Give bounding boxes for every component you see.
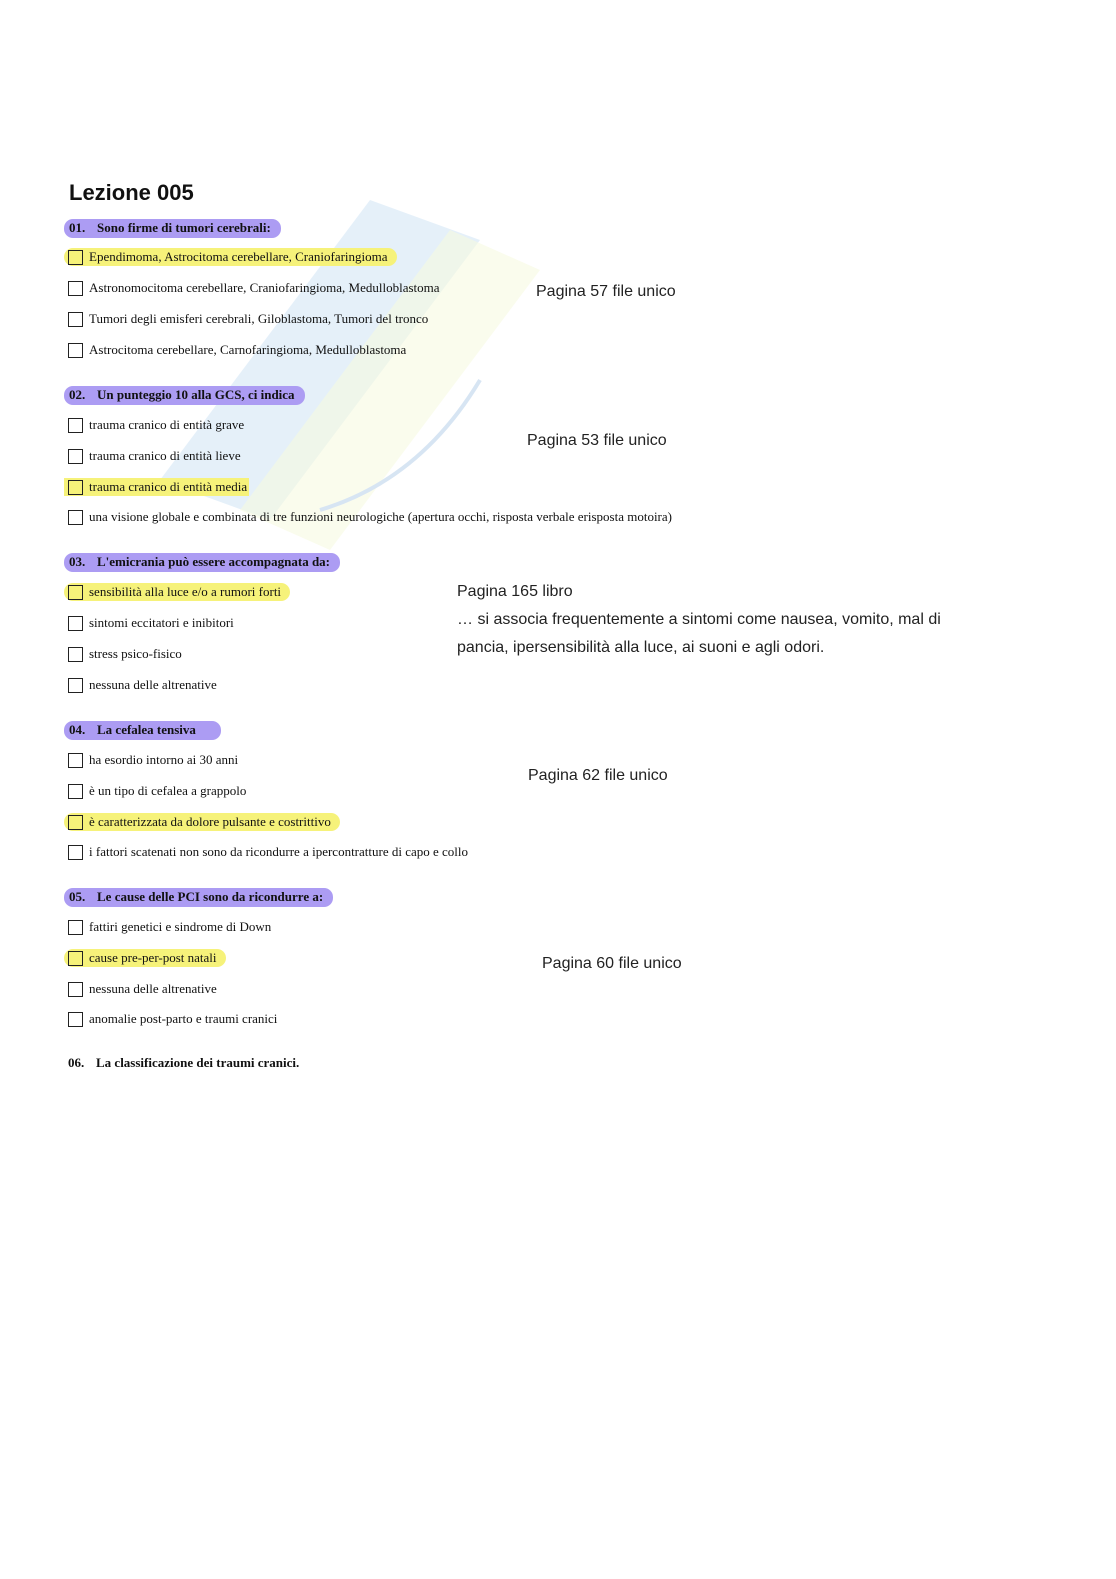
- question-number: 06.: [68, 1055, 85, 1070]
- checkbox[interactable]: [68, 951, 83, 966]
- lesson-title: Lezione 005: [69, 180, 194, 205]
- question-05-header: [64, 888, 333, 907]
- answer-option[interactable]: fattiri genetici e sindrome di Down: [68, 918, 271, 936]
- answer-option[interactable]: Ependimoma, Astrocitoma cerebellare, Craniofaringioma: [64, 248, 397, 266]
- checkbox[interactable]: [68, 678, 83, 693]
- answer-option[interactable]: ha esordio intorno ai 30 anni: [68, 751, 238, 769]
- answer-option[interactable]: nessuna delle altrenative: [68, 980, 217, 998]
- checkbox[interactable]: [68, 920, 83, 935]
- checkbox[interactable]: [68, 616, 83, 631]
- checkbox[interactable]: [68, 480, 83, 495]
- checkbox[interactable]: [68, 585, 83, 600]
- answer-option[interactable]: una visione globale e combinata di tre funzioni neurologiche (apertura occhi, risposta verbale erisposta motoira): [68, 508, 672, 526]
- page-reference: Pagina 57 file unico: [536, 283, 676, 300]
- question-number: 01.: [69, 220, 86, 235]
- question-text: Le cause delle PCI sono da ricondurre a:: [97, 889, 324, 904]
- answer-option[interactable]: trauma cranico di entità grave: [68, 416, 244, 434]
- question-04-header: [64, 721, 221, 740]
- checkbox[interactable]: [68, 250, 83, 265]
- question-text: Sono firme di tumori cerebrali:: [97, 220, 271, 235]
- checkbox[interactable]: [68, 281, 83, 296]
- question-number: 04.: [69, 722, 86, 737]
- checkbox[interactable]: [68, 784, 83, 799]
- answer-option[interactable]: Astrocitoma cerebellare, Carnofaringioma, Medulloblastoma: [68, 341, 406, 359]
- checkbox[interactable]: [68, 647, 83, 662]
- question-text: La cefalea tensiva: [97, 722, 196, 737]
- checkbox[interactable]: [68, 753, 83, 768]
- answer-option[interactable]: è caratterizzata da dolore pulsante e costrittivo: [64, 813, 340, 831]
- checkbox[interactable]: [68, 418, 83, 433]
- page-reference: Pagina 53 file unico: [527, 432, 667, 449]
- question-02-header: [64, 386, 305, 405]
- question-text: La classificazione dei traumi cranici.: [96, 1055, 300, 1070]
- page-reference: Pagina 165 libro: [457, 583, 573, 600]
- checkbox[interactable]: [68, 343, 83, 358]
- checkbox[interactable]: [68, 982, 83, 997]
- checkbox[interactable]: [68, 312, 83, 327]
- answer-option[interactable]: sensibilità alla luce e/o a rumori forti: [64, 583, 290, 601]
- question-text: Un punteggio 10 alla GCS, ci indica: [97, 387, 295, 402]
- checkbox[interactable]: [68, 815, 83, 830]
- answer-option[interactable]: sintomi eccitatori e inibitori: [68, 614, 234, 632]
- checkbox[interactable]: [68, 1012, 83, 1027]
- checkbox[interactable]: [68, 510, 83, 525]
- answer-option[interactable]: trauma cranico di entità media: [64, 478, 249, 496]
- answer-option[interactable]: nessuna delle altrenative: [68, 676, 217, 694]
- answer-option[interactable]: trauma cranico di entità lieve: [68, 447, 241, 465]
- reference-note: … si associa frequentemente a sintomi come nausea, vomito, mal di pancia, ipersensibilità alla luce, ai suoni e agli odori.: [457, 611, 941, 656]
- question-03-header: [64, 553, 340, 572]
- checkbox[interactable]: [68, 845, 83, 860]
- question-number: 03.: [69, 554, 86, 569]
- answer-option[interactable]: anomalie post-parto e traumi cranici: [68, 1010, 277, 1028]
- page-reference: Pagina 62 file unico: [528, 767, 668, 784]
- answer-option[interactable]: cause pre-per-post natali: [64, 949, 226, 967]
- question-number: 02.: [69, 387, 86, 402]
- answer-option[interactable]: Tumori degli emisferi cerebrali, Giloblastoma, Tumori del tronco: [68, 310, 428, 328]
- question-01-header: [64, 219, 281, 238]
- checkbox[interactable]: [68, 449, 83, 464]
- answer-option[interactable]: i fattori scatenati non sono da ricondurre a ipercontratture di capo e collo: [68, 843, 468, 861]
- answer-option[interactable]: è un tipo di cefalea a grappolo: [68, 782, 246, 800]
- question-06-header: [68, 1055, 299, 1071]
- page-reference: Pagina 60 file unico: [542, 955, 682, 972]
- answer-option[interactable]: Astronomocitoma cerebellare, Craniofaringioma, Medulloblastoma: [68, 279, 440, 297]
- question-number: 05.: [69, 889, 86, 904]
- question-text: L'emicrania può essere accompagnata da:: [97, 554, 331, 569]
- answer-option[interactable]: stress psico-fisico: [68, 645, 182, 663]
